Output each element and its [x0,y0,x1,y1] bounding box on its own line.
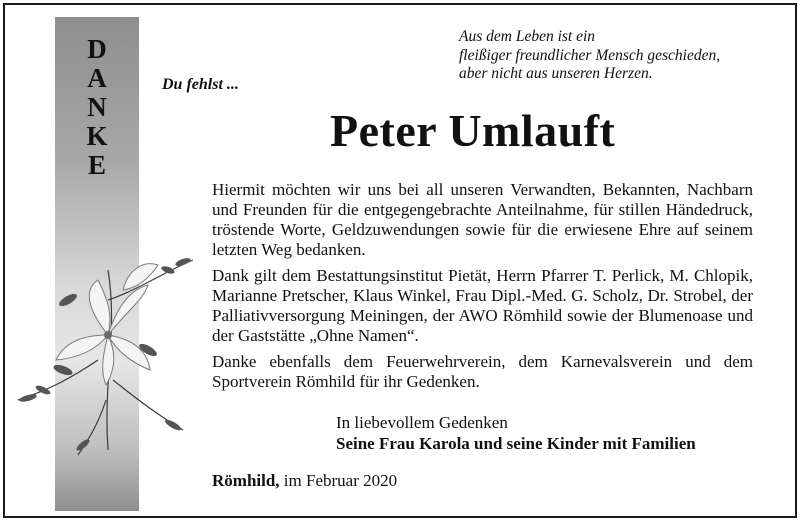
lily-flower-icon [8,240,208,460]
side-letter: K [86,121,108,151]
memorial-quote [459,28,720,84]
quote-line: Aus dem Leben ist ein [459,28,596,45]
quote-line: aber nicht aus unseren Herzen. [459,65,653,82]
deceased-name: Peter Umlauft [330,105,616,156]
place-town: Römhild, [212,471,280,490]
quote-line: fleißiger freundlicher Mensch geschieden, [459,46,721,64]
signature-intro: In liebevollem Gedenken [336,413,508,432]
place-date [212,471,397,491]
thanks-text [212,180,753,398]
thanks-paragraph: Hiermit möchten wir uns bei all unseren Verwandten, Bekannten, Nachbarn und Freunden für die entgegengebrachte Anteilnahme, für stillen Händedruck, tröstende Worte, Geldzuwendungen sowie für die erwiesene Ehre auf seinem letzten Weg bedanken. [212,180,753,259]
tagline: Du fehlst ... [162,76,239,93]
side-letter: A [87,63,107,93]
thanks-paragraph: Danke ebenfalls dem Feuerwehrverein, dem Karnevalsverein und dem Sportverein Römhild für ihr Gedenken. [212,352,753,391]
side-letter: N [87,92,107,122]
thanks-paragraph: Dank gilt dem Bestattungsinstitut Pietät, Herrn Pfarrer T. Perlick, M. Chlopik, Marianne Pretscher, Klaus Winkel, Frau Dipl.-Med. G. Scholz, Dr. Strobel, der Palliativversorgung Meiningen, der AWO Römhild sowie der Blumenoase und der Gaststätte „Ohne Namen“. [212,266,753,345]
side-letter: E [87,150,106,180]
place-date-text: im Februar 2020 [283,471,398,490]
signature-family: Seine Frau Karola und seine Kinder mit Familien [336,434,696,453]
side-letter: D [87,34,107,64]
side-word-danke [55,35,139,180]
